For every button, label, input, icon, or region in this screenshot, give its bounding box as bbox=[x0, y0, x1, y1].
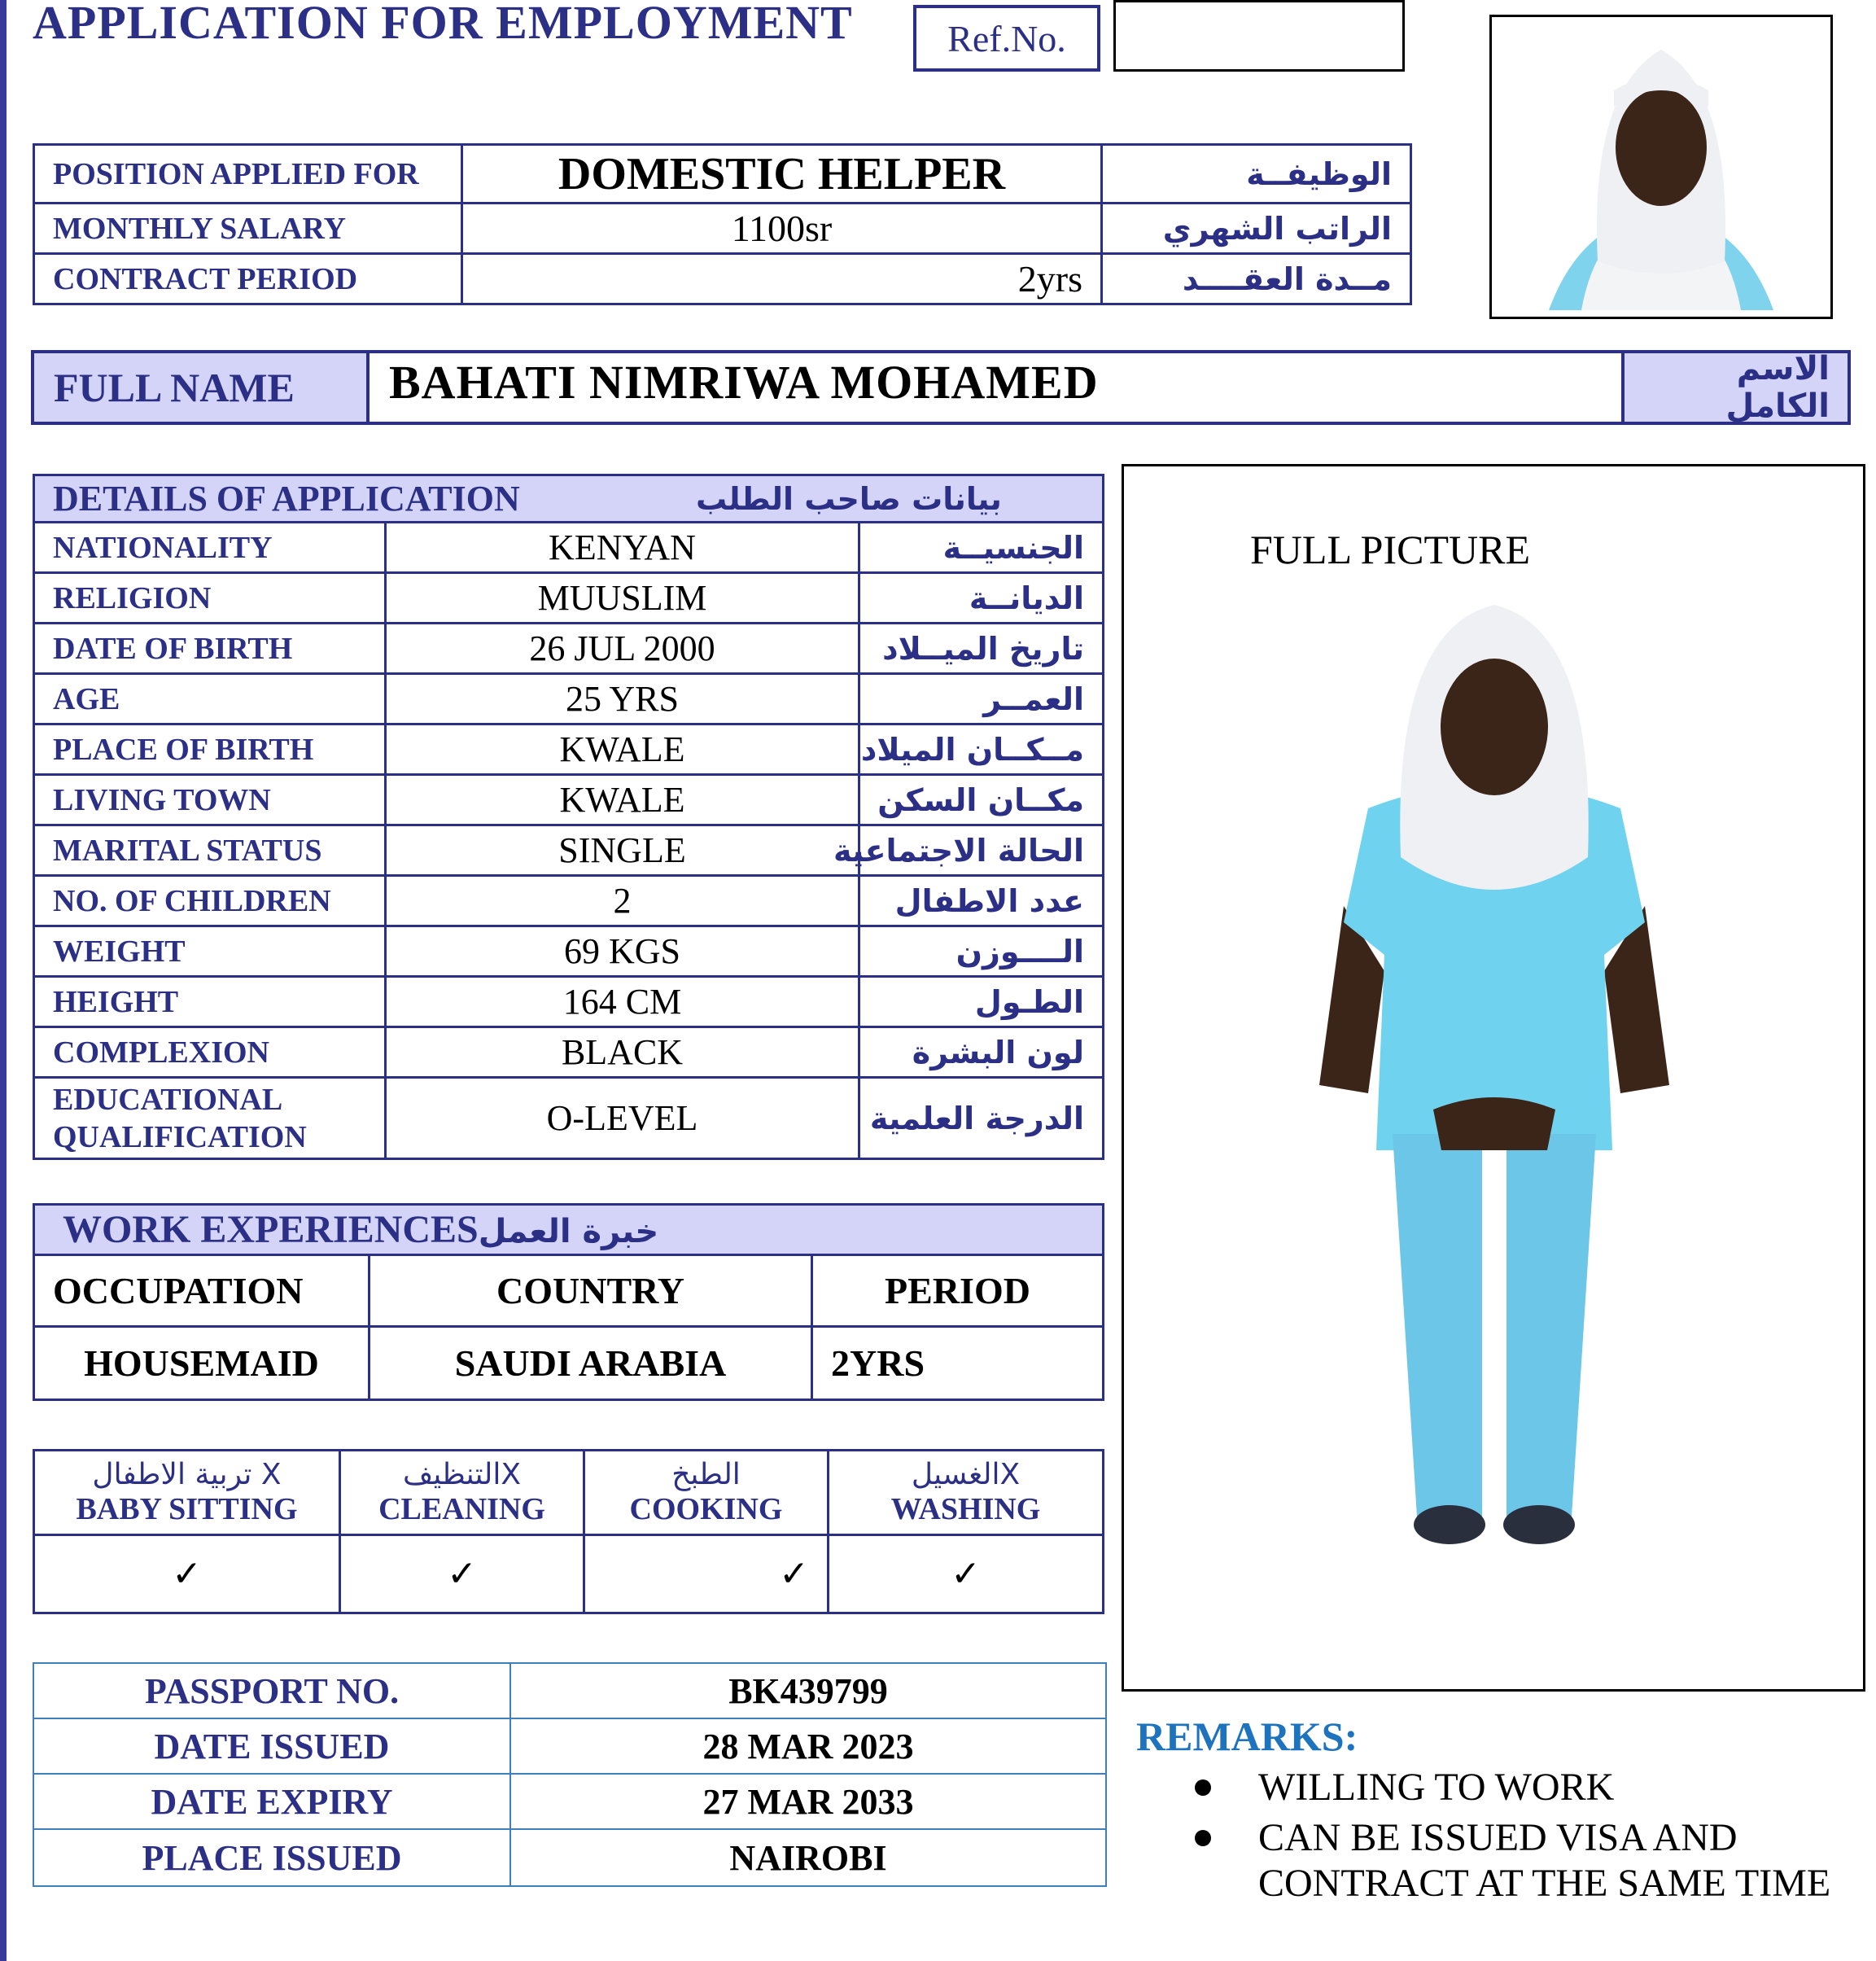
details-table bbox=[33, 474, 1104, 1160]
col-period: PERIOD bbox=[812, 1255, 1104, 1327]
passport-label: PASSPORT NO. bbox=[33, 1663, 510, 1718]
details-title-ar: بيانات صاحب الطلب bbox=[696, 481, 1002, 517]
work-header bbox=[34, 1205, 1104, 1255]
skill-baby-sitting bbox=[34, 1451, 340, 1535]
detail-label: MARITAL STATUS bbox=[34, 825, 386, 876]
detail-label-ar: الجنسيــة bbox=[859, 523, 1104, 573]
passport-photo bbox=[1489, 15, 1833, 319]
skills-check-row bbox=[34, 1535, 1104, 1613]
job-value: 1100sr bbox=[462, 204, 1102, 254]
skill-label-ar: الطبخ bbox=[671, 1458, 741, 1491]
skill-label: BABY SITTING bbox=[76, 1492, 298, 1526]
detail-label: PLACE OF BIRTH bbox=[34, 724, 386, 775]
passport-row bbox=[33, 1774, 1106, 1829]
job-label-ar: الوظيفــة bbox=[1102, 145, 1411, 204]
detail-label-ar: الطـول bbox=[859, 977, 1104, 1027]
passport-value: NAIROBI bbox=[510, 1829, 1106, 1886]
job-label-ar: الراتب الشهري bbox=[1102, 204, 1411, 254]
detail-label: NATIONALITY bbox=[34, 523, 386, 573]
detail-value: 25 YRS bbox=[386, 674, 859, 724]
skill-label-ar: X تربية الاطفال bbox=[92, 1458, 282, 1491]
page-title: APPLICATION FOR EMPLOYMENT bbox=[33, 0, 853, 49]
passport-row bbox=[33, 1829, 1106, 1886]
detail-value: 164 CM bbox=[386, 977, 859, 1027]
detail-value: KWALE bbox=[386, 775, 859, 825]
detail-label: WEIGHT bbox=[34, 926, 386, 977]
work-column-headers bbox=[34, 1255, 1104, 1327]
remarks-title: REMARKS: bbox=[1136, 1714, 1358, 1759]
job-label: MONTHLY SALARY bbox=[34, 204, 462, 254]
detail-label-ar: لون البشرة bbox=[859, 1027, 1104, 1078]
details-row bbox=[34, 775, 1104, 825]
detail-label-ar: الحالة الاجتماعية bbox=[859, 825, 1104, 876]
passport-label: DATE ISSUED bbox=[33, 1718, 510, 1774]
details-row bbox=[34, 624, 1104, 674]
details-row bbox=[34, 674, 1104, 724]
remark-item: CONTRACT AT THE SAME TIME bbox=[1258, 1862, 1831, 1905]
detail-label: COMPLEXION bbox=[34, 1027, 386, 1078]
work-country: SAUDI ARABIA bbox=[370, 1327, 812, 1400]
job-label: CONTRACT PERIOD bbox=[34, 254, 462, 304]
passport-row bbox=[33, 1663, 1106, 1718]
skill-label-ar: Xالغسيل bbox=[911, 1458, 1021, 1491]
detail-label: AGE bbox=[34, 674, 386, 724]
detail-value: SINGLE bbox=[386, 825, 859, 876]
passport-label: DATE EXPIRY bbox=[33, 1774, 510, 1829]
job-row bbox=[34, 204, 1411, 254]
check-icon: ✓ bbox=[584, 1535, 829, 1613]
remark-item: CAN BE ISSUED VISA AND bbox=[1258, 1816, 1738, 1859]
skills-table bbox=[33, 1449, 1104, 1614]
job-row bbox=[34, 145, 1411, 204]
detail-label-ar: الــــوزن bbox=[859, 926, 1104, 977]
passport-value: 28 MAR 2023 bbox=[510, 1718, 1106, 1774]
skill-label: COOKING bbox=[629, 1492, 783, 1526]
details-row bbox=[34, 926, 1104, 977]
details-row bbox=[34, 825, 1104, 876]
full-picture-caption: FULL PICTURE bbox=[1250, 527, 1530, 572]
passport-value: BK439799 bbox=[510, 1663, 1106, 1718]
skills-header-row bbox=[34, 1451, 1104, 1535]
full-picture-frame bbox=[1122, 464, 1865, 1692]
detail-label-ar: مــكــان الميلاد bbox=[859, 724, 1104, 775]
skill-cooking bbox=[584, 1451, 829, 1535]
detail-value: O-LEVEL bbox=[386, 1078, 859, 1159]
detail-value: 69 KGS bbox=[386, 926, 859, 977]
check-icon: ✓ bbox=[340, 1535, 584, 1613]
details-row bbox=[34, 573, 1104, 624]
details-row bbox=[34, 1027, 1104, 1078]
check-icon: ✓ bbox=[34, 1535, 340, 1613]
detail-value: MUUSLIM bbox=[386, 573, 859, 624]
full-name-label: FULL NAME bbox=[34, 353, 370, 422]
skill-label-ar: Xالتنظيف bbox=[402, 1458, 522, 1491]
passport-label: PLACE ISSUED bbox=[33, 1829, 510, 1886]
detail-value: 26 JUL 2000 bbox=[386, 624, 859, 674]
detail-value: BLACK bbox=[386, 1027, 859, 1078]
details-row bbox=[34, 523, 1104, 573]
work-row bbox=[34, 1327, 1104, 1400]
job-label: POSITION APPLIED FOR bbox=[34, 145, 462, 204]
passport-value: 27 MAR 2033 bbox=[510, 1774, 1106, 1829]
ref-no-field[interactable] bbox=[1113, 0, 1405, 72]
skill-label: WASHING bbox=[890, 1492, 1041, 1526]
work-title: WORK EXPERIENCES bbox=[63, 1208, 479, 1251]
details-row bbox=[34, 1078, 1104, 1159]
details-row bbox=[34, 724, 1104, 775]
detail-label: LIVING TOWN bbox=[34, 775, 386, 825]
bullet-icon bbox=[1195, 1779, 1211, 1796]
full-name-label-ar: الاسم الكامل bbox=[1621, 353, 1848, 422]
passport-row bbox=[33, 1718, 1106, 1774]
skill-cleaning bbox=[340, 1451, 584, 1535]
work-occupation: HOUSEMAID bbox=[34, 1327, 370, 1400]
detail-label-ar: الديانــة bbox=[859, 573, 1104, 624]
detail-label-ar: الدرجة العلمية bbox=[859, 1078, 1104, 1159]
left-margin-rule bbox=[0, 0, 7, 1961]
detail-label: HEIGHT bbox=[34, 977, 386, 1027]
details-header bbox=[34, 475, 1104, 523]
work-period: 2YRS bbox=[812, 1327, 1104, 1400]
portrait-image bbox=[1492, 17, 1830, 317]
detail-label: EDUCATIONAL QUALIFICATION bbox=[34, 1078, 386, 1159]
detail-label: DATE OF BIRTH bbox=[34, 624, 386, 674]
job-value: 2yrs bbox=[462, 254, 1102, 304]
job-label-ar: مــدة العقــــد bbox=[1102, 254, 1411, 304]
job-table bbox=[33, 143, 1412, 305]
detail-label-ar: عدد الاطفال bbox=[859, 876, 1104, 926]
detail-label-ar: مكــان السكن bbox=[859, 775, 1104, 825]
detail-label: NO. OF CHILDREN bbox=[34, 876, 386, 926]
bullet-icon bbox=[1195, 1830, 1211, 1846]
work-title-ar: خبرة العمل bbox=[478, 1213, 659, 1250]
detail-value: 2 bbox=[386, 876, 859, 926]
details-row bbox=[34, 977, 1104, 1027]
details-row bbox=[34, 876, 1104, 926]
skill-washing bbox=[829, 1451, 1104, 1535]
full-body-image bbox=[1124, 466, 1863, 1689]
col-occupation: OCCUPATION bbox=[34, 1255, 370, 1327]
detail-value: KWALE bbox=[386, 724, 859, 775]
skill-label: CLEANING bbox=[378, 1492, 545, 1526]
detail-label-ar: تاريخ الميــلاد bbox=[859, 624, 1104, 674]
ref-no-label: Ref.No. bbox=[913, 5, 1100, 72]
details-title: DETAILS OF APPLICATION bbox=[53, 479, 520, 519]
full-name-value: BAHATI NIMRIWA MOHAMED bbox=[389, 356, 1099, 409]
job-row bbox=[34, 254, 1411, 304]
col-country: COUNTRY bbox=[370, 1255, 812, 1327]
detail-label: RELIGION bbox=[34, 573, 386, 624]
check-icon: ✓ bbox=[829, 1535, 1104, 1613]
work-experience-table bbox=[33, 1203, 1104, 1401]
passport-table bbox=[33, 1662, 1107, 1887]
detail-label-ar: العمــر bbox=[859, 674, 1104, 724]
remark-item: WILLING TO WORK bbox=[1258, 1766, 1615, 1809]
job-value: DOMESTIC HELPER bbox=[462, 145, 1102, 204]
detail-value: KENYAN bbox=[386, 523, 859, 573]
